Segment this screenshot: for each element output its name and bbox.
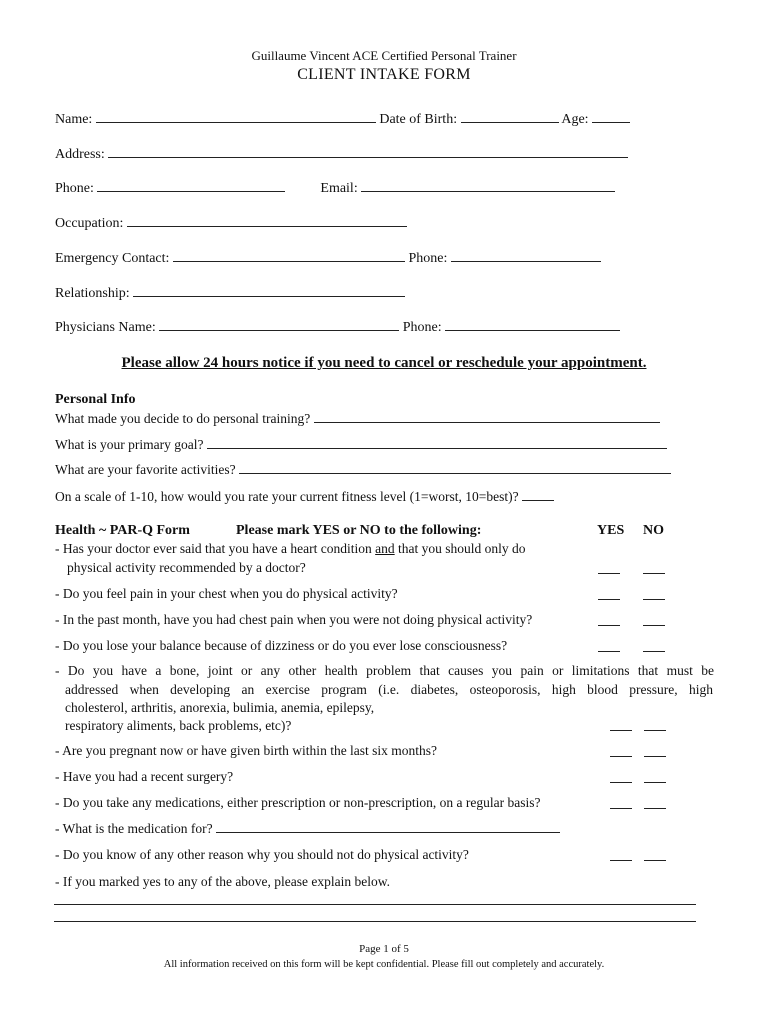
parq-q3-no[interactable]	[643, 615, 665, 626]
parq-q5-yes[interactable]	[610, 720, 632, 731]
name-row	[55, 111, 630, 128]
pi-q1-field[interactable]	[314, 411, 660, 423]
personal-info-heading: Personal Info	[55, 392, 136, 407]
relationship-label: Relationship:	[55, 286, 130, 301]
parq-q10: - Do you know of any other reason why you should not do physical activity?	[55, 847, 469, 862]
parq-q1-line2: physical activity recommended by a doctor?	[67, 560, 306, 575]
parq-q1-and: and	[375, 541, 395, 556]
email-field[interactable]	[361, 180, 615, 192]
parq-q1-line1	[55, 541, 526, 557]
parq-q10-yes[interactable]	[610, 850, 632, 861]
confidential-note: All information received on this form will be kept confidential. Please fill out completely and accurately.	[163, 959, 605, 970]
parq-q3-yes[interactable]	[598, 615, 620, 626]
emergency-row	[55, 250, 601, 267]
emergency-contact-label: Emergency Contact:	[55, 251, 170, 266]
phone-field[interactable]	[97, 180, 285, 192]
parq-q5-line1: - Do you have a bone, joint or any other health problem that causes you pain or limitations that must be	[55, 663, 714, 678]
occupation-label: Occupation:	[55, 216, 124, 231]
parq-q3: - In the past month, have you had chest pain when you were not doing physical activity?	[55, 612, 533, 627]
parq-q1-no[interactable]	[643, 563, 665, 574]
physicians-name-field[interactable]	[159, 319, 399, 331]
pi-q4-label: On a scale of 1-10, how would you rate your current fitness level (1=worst, 10=best)?	[55, 489, 519, 504]
parq-q1-text-b: that you should only do	[398, 541, 526, 556]
parq-q10-no[interactable]	[644, 850, 666, 861]
parq-q11: - If you marked yes to any of the above, please explain below.	[55, 874, 391, 889]
age-label: Age:	[561, 112, 589, 127]
physician-row	[55, 319, 620, 336]
parq-q4-no[interactable]	[643, 641, 665, 652]
physician-phone-field[interactable]	[445, 319, 620, 331]
relationship-field[interactable]	[133, 285, 405, 297]
parq-q5-line4: respiratory aliments, back problems, etc)?	[65, 718, 292, 733]
parq-q9-row	[55, 821, 560, 837]
parq-q1-yes[interactable]	[598, 563, 620, 574]
parq-q5-no[interactable]	[644, 720, 666, 731]
parq-q7-yes[interactable]	[610, 772, 632, 783]
pi-q4-field[interactable]	[522, 489, 554, 501]
parq-q7: - Have you had a recent surgery?	[55, 769, 234, 784]
parq-q1-text-a: - Has your doctor ever said that you have a heart condition	[55, 541, 372, 556]
pi-q1-label: What made you decide to do personal training?	[55, 411, 311, 426]
email-label: Email:	[320, 181, 358, 196]
pi-q3-row	[55, 462, 671, 478]
parq-q6-no[interactable]	[644, 746, 666, 757]
pi-q2-label: What is your primary goal?	[55, 437, 204, 452]
parq-q5-line2: addressed when developing an exercise program (i.e. diabetes, osteoporosis, high blood pressure, high	[65, 682, 713, 697]
medication-field[interactable]	[216, 821, 560, 833]
no-column-header: NO	[643, 523, 664, 538]
age-field[interactable]	[592, 111, 630, 123]
form-title: CLIENT INTAKE FORM	[297, 66, 471, 83]
pi-q2-row	[55, 437, 667, 453]
pi-q4-row	[55, 489, 554, 505]
emergency-phone-field[interactable]	[451, 250, 601, 262]
parq-instruction: Please mark YES or NO to the following:	[236, 523, 482, 538]
pi-q3-label: What are your favorite activities?	[55, 462, 236, 477]
parq-q2-yes[interactable]	[598, 589, 620, 600]
parq-heading: Health ~ PAR-Q Form	[55, 523, 190, 538]
address-row	[55, 146, 628, 163]
parq-q8-yes[interactable]	[610, 798, 632, 809]
parq-q8: - Do you take any medications, either prescription or non-prescription, on a regular basis?	[55, 795, 541, 810]
occupation-field[interactable]	[127, 215, 407, 227]
name-label: Name:	[55, 112, 93, 127]
occupation-row	[55, 215, 407, 232]
address-label: Address:	[55, 147, 105, 162]
parq-q8-no[interactable]	[644, 798, 666, 809]
physician-phone-label: Phone:	[402, 320, 442, 335]
address-field[interactable]	[108, 146, 628, 158]
name-field[interactable]	[96, 111, 376, 123]
dob-field[interactable]	[461, 111, 559, 123]
parq-q6: - Are you pregnant now or have given birth within the last six months?	[55, 743, 438, 758]
relationship-row	[55, 285, 405, 302]
cancellation-notice: Please allow 24 hours notice if you need to cancel or reschedule your appointment.	[121, 355, 647, 371]
parq-q2: - Do you feel pain in your chest when you do physical activity?	[55, 586, 398, 601]
parq-q2-no[interactable]	[643, 589, 665, 600]
page-number: Page 1 of 5	[359, 943, 409, 955]
pi-q3-field[interactable]	[239, 462, 671, 474]
parq-q7-no[interactable]	[644, 772, 666, 783]
pi-q2-field[interactable]	[207, 437, 667, 449]
parq-q6-yes[interactable]	[610, 746, 632, 757]
parq-q4-yes[interactable]	[598, 641, 620, 652]
parq-q4: - Do you lose your balance because of dizziness or do you ever lose consciousness?	[55, 638, 508, 653]
emergency-contact-field[interactable]	[173, 250, 405, 262]
yes-column-header: YES	[597, 523, 625, 538]
trainer-name: Guillaume Vincent ACE Certified Personal Trainer	[251, 48, 517, 63]
parq-q5-line3: cholesterol, arthritis, anorexia, bulimia, anemia, epilepsy,	[65, 700, 375, 715]
parq-q9-label: - What is the medication for?	[55, 821, 213, 836]
phone-label: Phone:	[55, 181, 94, 196]
explain-line-1[interactable]	[54, 904, 696, 905]
emergency-phone-label: Phone:	[408, 251, 448, 266]
dob-label: Date of Birth:	[379, 112, 458, 127]
explain-line-2[interactable]	[54, 921, 696, 922]
physicians-name-label: Physicians Name:	[55, 320, 156, 335]
pi-q1-row	[55, 411, 660, 427]
phone-row	[55, 180, 615, 197]
